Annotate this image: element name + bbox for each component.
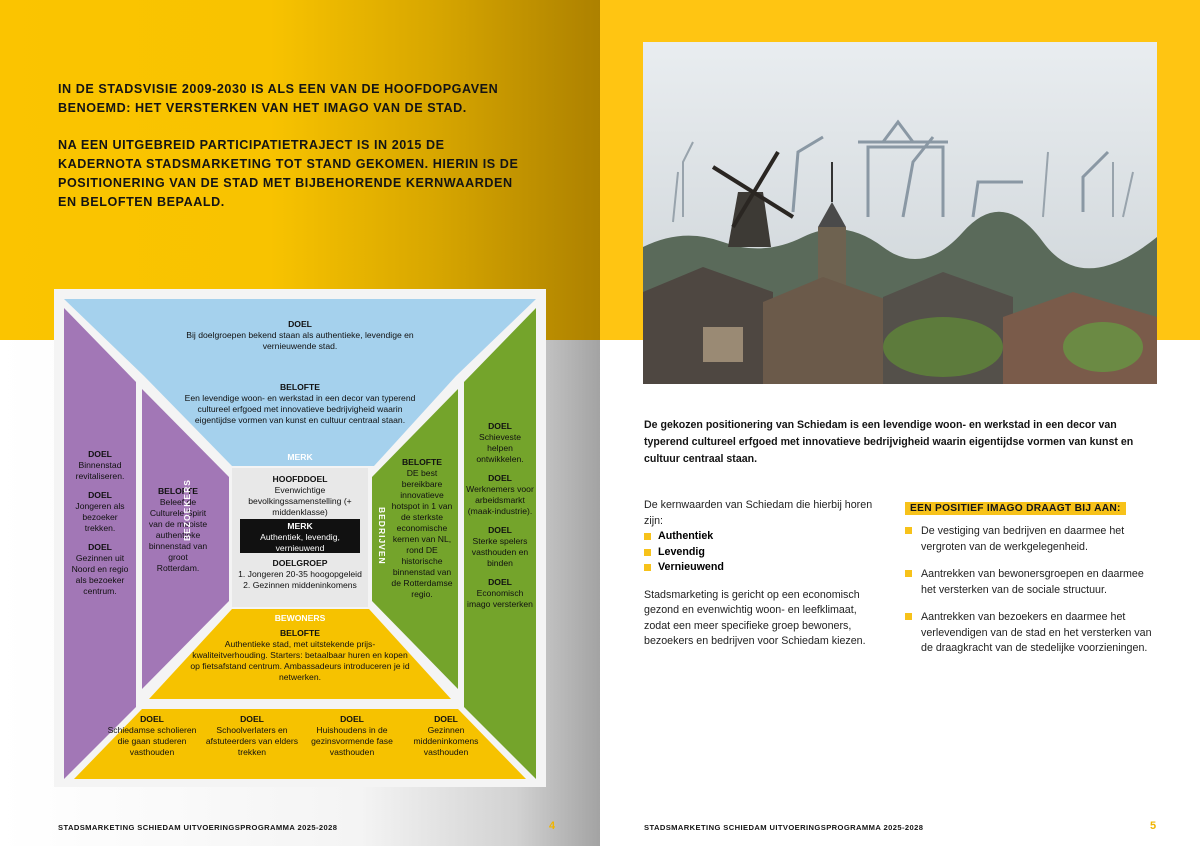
left-belofte-text: Beleef de Culturele Spirit van de mooiste authentieke binnenstad van groot Rotterdam.: [148, 497, 208, 573]
imago-item-text: De vestiging van bedrijven en daarmee het vergroten van de werkgelegenheid.: [921, 525, 1125, 553]
positioning-diagram: [54, 289, 546, 787]
doelgroep-label: DOELGROEP: [272, 558, 328, 568]
top-belofte-block: [184, 382, 416, 426]
right-doel-item: [466, 421, 534, 465]
bullet-square-icon: [644, 564, 651, 571]
bullet-square-icon: [905, 613, 912, 620]
bezoekers-tag: BEZOEKERS: [182, 479, 192, 541]
intro-paragraph-2: NA EEN UITGEBREID PARTICIPATIETRAJECT IS IN 2015 DE KADERNOTA STADSMARKETING TOT STAND GEKOMEN. HIERIN IS DE POSITIONERING VAN DE STAD MET BIJBEHORENDE KERNWAARDEN EN BELOFTEN BEPAALD.: [58, 138, 519, 209]
bottom-doel-text: Schiedamse scholieren die gaan studeren vasthouden: [107, 725, 197, 757]
merk-tag: MERK: [287, 452, 313, 462]
imago-item-text: Aantrekken van bezoekers en daarmee het verlevendigen van de stad en het versterken van de draagkracht van de stedelijke voorzieningen.: [921, 611, 1152, 654]
bottom-doel-text: Schoolverlaters en afstuteerders van elders trekken: [205, 725, 299, 757]
right-doel-item: [466, 473, 534, 517]
kernwaarde-item: [644, 529, 874, 545]
imago-list-item: [905, 567, 1155, 598]
city-skyline-photo: [643, 42, 1157, 384]
merk-text: Authentiek, levendig, vernieuwend: [260, 532, 340, 553]
left-belofte-label: BELOFTE: [157, 486, 199, 496]
left-page-number: 4: [549, 820, 556, 832]
bedrijven-tag: BEDRIJVEN: [377, 507, 387, 565]
left-doel-label: DOEL: [88, 542, 112, 552]
merk-block: [242, 521, 358, 554]
top-belofte-label: BELOFTE: [279, 382, 321, 392]
imago-list-item: [905, 524, 1155, 555]
left-doel-label: DOEL: [88, 449, 112, 459]
bottom-doel-label: DOEL: [340, 714, 364, 724]
left-doel-item: [66, 490, 134, 534]
right-page-number: 5: [1150, 820, 1157, 832]
left-doel-item: [66, 449, 134, 482]
bullet-square-icon: [905, 527, 912, 534]
intro-paragraph-1: IN DE STADSVISIE 2009-2030 IS ALS EEN VAN DE HOOFDOPGAVEN BENOEMD: HET VERSTERKEN VAN HET IMAGO VAN DE STAD.: [58, 82, 499, 115]
hoofddoel-text: Evenwichtige bevolkingssamenstelling (+ middenklasse): [248, 485, 352, 517]
right-belofte-block: [390, 457, 454, 600]
right-doel-label: DOEL: [488, 473, 512, 483]
right-page: [600, 0, 1200, 846]
bottom-doel-item: [102, 714, 202, 758]
stadsmarketing-text: Stadsmarketing is gericht op een economisch gezond en evenwichtig woon- en leefklimaat, zodat een meer specifieke groep bewoners, bezoekers en bedrijven voor Schiedam kiezen.: [644, 588, 866, 647]
left-doel-text: Jongeren als bezoeker trekken.: [75, 501, 125, 533]
top-doel-text: Bij doelgroepen bekend staan als authentieke, levendige en vernieuwende stad.: [186, 330, 414, 351]
imago-list-item: [905, 610, 1155, 657]
kernwaarde-item: [644, 545, 874, 561]
bottom-belofte-label: BELOFTE: [279, 628, 321, 638]
right-doel-item: [466, 577, 534, 610]
left-doel-item: [66, 542, 134, 597]
bottom-doel-item: [204, 714, 300, 758]
top-doel-block: [174, 319, 426, 352]
right-doel-text: Werknemers voor arbeidsmarkt (maak-industrie).: [466, 484, 534, 516]
hoofddoel-label: HOOFDDOEL: [272, 474, 328, 484]
left-belofte-block: [146, 486, 210, 574]
left-doel-text: Gezinnen uit Noord en regio als bezoeker centrum.: [71, 553, 129, 596]
bottom-doel-text: Huishoudens in de gezinsvormende fase vasthouden: [311, 725, 393, 757]
bottom-doel-label: DOEL: [140, 714, 164, 724]
right-doel-label: DOEL: [488, 525, 512, 535]
bullet-square-icon: [905, 570, 912, 577]
left-footer: STADSMARKETING SCHIEDAM UITVOERINGSPROGRAMMA 2025-2028: [58, 823, 338, 832]
right-doel-label: DOEL: [488, 577, 512, 587]
left-doel-text: Binnenstad revitaliseren.: [75, 460, 125, 481]
bottom-doel-label: DOEL: [240, 714, 264, 724]
imago-item-text: Aantrekken van bewonersgroepen en daarmee het versterken van de sociale structuur.: [921, 568, 1144, 596]
right-doel-item: [466, 525, 534, 569]
bottom-belofte-text: Authentieke stad, met uitstekende prijs-kwaliteitverhouding. Starters: betaalbaar huren en kopen op fietsafstand centrum. Ambassadeurs introduceren je id netwerken.: [190, 639, 410, 682]
bottom-doel-label: DOEL: [434, 714, 458, 724]
kernwaarden-intro: De kernwaarden van Schiedam die hierbij horen zijn:: [644, 499, 873, 527]
right-doel-text: Schieveste helpen ontwikkelen.: [476, 432, 524, 464]
doelgroep-block: [236, 558, 364, 591]
kernwaarde-text: Vernieuwend: [658, 561, 724, 573]
kernwaarde-text: Levendig: [658, 545, 705, 558]
right-doel-column: [466, 421, 534, 610]
bullet-square-icon: [644, 533, 651, 540]
imago-heading: EEN POSITIEF IMAGO DRAAGT BIJ AAN:: [905, 502, 1126, 515]
positioning-lead: De gekozen positionering van Schiedam is een levendige woon- en werkstad in een decor van typerend cultureel erfgoed met innovatieve bedrijvigheid waarin eigentijdse vormen van kunst en cultuur centraal staan.: [644, 419, 1134, 465]
hoofddoel-block: [236, 474, 364, 518]
right-belofte-text: DE best bereikbare innovatieve hotspot in 1 van de sterkste economische kernen van NL, rond DE historische binnenstad van de Rotterdamse regio.: [391, 468, 453, 599]
right-doel-label: DOEL: [488, 421, 512, 431]
top-doel-label: DOEL: [288, 319, 312, 329]
right-footer: STADSMARKETING SCHIEDAM UITVOERINGSPROGRAMMA 2025-2028: [644, 823, 924, 832]
left-doel-column: [66, 449, 134, 597]
bullet-square-icon: [644, 549, 651, 556]
top-belofte-text: Een levendige woon- en werkstad in een decor van typerend cultureel erfgoed met innovatieve bedrijvigheid waarin eigentijdse vormen van kunst en cultuur centraal staan.: [184, 393, 416, 425]
bottom-belofte-block: [190, 628, 410, 683]
right-doel-text: Economisch imago versterken: [467, 588, 533, 609]
merk-label: MERK: [287, 521, 313, 531]
right-doel-text: Sterke spelers vasthouden en binden: [471, 536, 529, 568]
kernwaarde-item: [644, 560, 874, 576]
kernwaarde-text: Authentiek: [658, 530, 714, 542]
bottom-doel-item: [402, 714, 490, 758]
left-doel-label: DOEL: [88, 490, 112, 500]
bottom-doel-text: Gezinnen middeninkomens vasthouden: [413, 725, 479, 757]
bewoners-tag: BEWONERS: [274, 613, 326, 623]
imago-section: [905, 498, 1155, 669]
right-belofte-label: BELOFTE: [401, 457, 443, 467]
kernwaarden-section: [644, 498, 874, 650]
doelgroep-text: 1. Jongeren 20-35 hoogopgeleid 2. Gezinnen middeninkomens: [238, 569, 362, 590]
bottom-doel-item: [304, 714, 400, 758]
